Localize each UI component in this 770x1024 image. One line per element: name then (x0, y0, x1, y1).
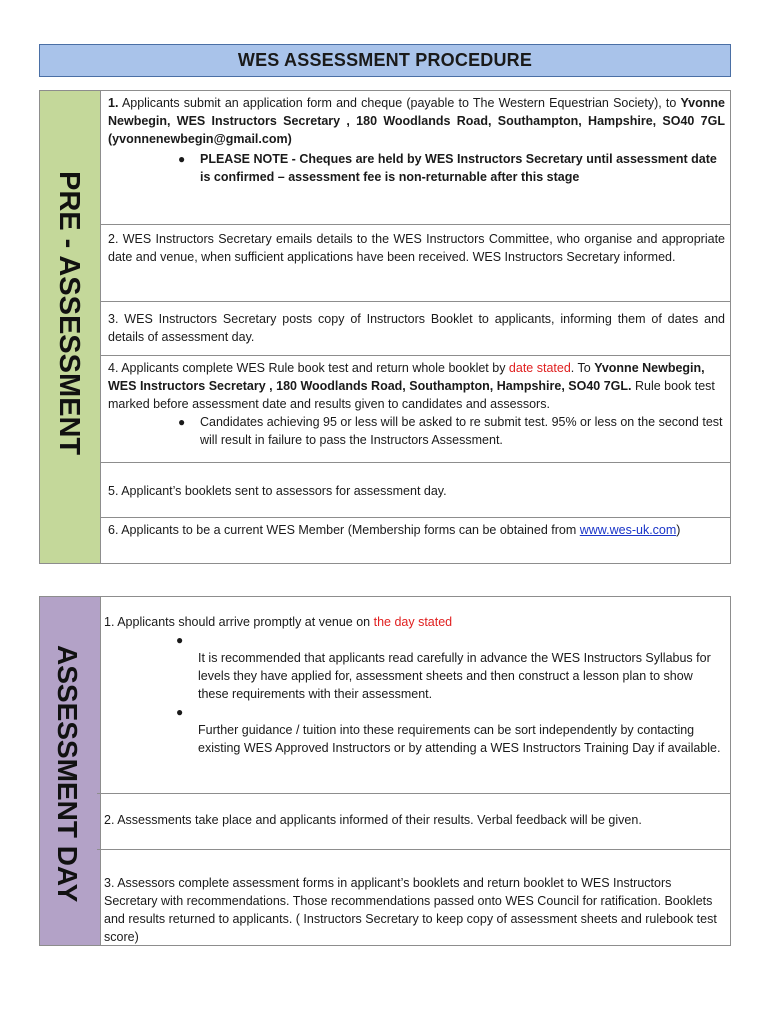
day-step-1-text: 1. Applicants should arrive promptly at venue on (104, 615, 374, 629)
pre-step-4-text: 4. Applicants complete WES Rule book test and return whole booklet by (108, 361, 509, 375)
pre-assessment-side-panel (39, 90, 101, 564)
pre-assessment-side-label: PRE - ASSESSMENT (53, 171, 85, 456)
pre-step-2-text: 2. WES Instructors Secretary emails details to the WES Instructors Committee, who organise and appropriate date and venue, when sufficient applications have been received. WES Instructors Secretary informed. (108, 232, 725, 264)
bullet-icon: ● (176, 633, 184, 647)
pre-step-3-text: 3. WES Instructors Secretary posts copy of Instructors Booklet to applicants, informing them of dates and details of assessment day. (108, 312, 725, 344)
bullet-icon: ● (178, 152, 186, 166)
pre-step-4-note-text: Candidates achieving 95 or less will be asked to re submit test. 95% or less on the second test will result in failure to pass the Instructors Assessment. (200, 415, 723, 447)
pre-step-6-text-b: ) (676, 523, 681, 537)
wes-website-link[interactable]: www.wes-uk.com (579, 523, 677, 537)
pre-step-4 (101, 356, 731, 463)
day-step-2 (97, 794, 731, 850)
pre-step-2 (101, 225, 731, 302)
pre-step-1-note (108, 150, 725, 186)
assessment-day-side-panel (39, 596, 101, 946)
day-step-1-bullet-1-text: It is recommended that applicants read carefully in advance the WES Instructors Syllabus for levels they have applied for, assessment sheets and then construct a lesson plan to show these requirements with their assessment. (198, 651, 711, 701)
bullet-icon: ● (178, 415, 186, 429)
day-step-3 (97, 850, 731, 946)
pre-step-1-note-text: PLEASE NOTE - Cheques are held by WES Instructors Secretary until assessment date is confirmed – assessment fee is non-returnable after this stage (200, 152, 717, 184)
pre-step-4-note (108, 413, 725, 449)
day-step-1-bullet-2 (104, 705, 725, 757)
day-step-2-text: 2. Assessments take place and applicants informed of their results. Verbal feedback will be given. (104, 813, 642, 827)
page-title: WES ASSESSMENT PROCEDURE (39, 44, 731, 77)
assessment-day-side-label-wrap (40, 597, 98, 947)
pre-step-4-date-stated: date stated (508, 361, 571, 375)
assessment-day-side-label: ASSESSMENT DAY (52, 645, 83, 903)
pre-step-1-text: Applicants submit an application form and cheque (payable to The Western Equestrian Society), to (118, 96, 681, 110)
assessment-day-section (39, 596, 731, 946)
day-step-1 (97, 596, 731, 794)
pre-step-5-text: 5. Applicant’s booklets sent to assessors for assessment day. (108, 484, 447, 498)
day-step-1-bullet-1 (104, 633, 725, 703)
pre-step-1 (101, 90, 731, 225)
pre-step-1-address: Yvonne Newbegin, WES Instructors Secretary , 180 Woodlands Road, Southampton, Hampshire, SO40 7GL (yvonnenewbegin@gmail.com) (108, 96, 725, 146)
day-step-3-text: 3. Assessors complete assessment forms in applicant’s booklets and return booklet to WES Instructors Secretary with recommendations. Those recommendations passed onto WES Council for ratification. Booklets and results returned to applicants. ( Instructors Secretary to keep copy of assessment sheets and rulebook test score) (104, 876, 717, 944)
bullet-icon: ● (176, 705, 184, 719)
pre-step-3 (101, 302, 731, 356)
pre-assessment-section (39, 90, 731, 564)
pre-step-6-text: 6. Applicants to be a current WES Member (Membership forms can be obtained from (108, 523, 580, 537)
day-step-1-bullet-2-text: Further guidance / tuition into these requirements can be sort independently by contacting existing WES Approved Instructors or by attending a WES Instructors Training Day if available. (198, 723, 721, 755)
day-step-1-day-stated: the day stated (373, 615, 453, 629)
pre-step-6 (101, 518, 731, 564)
pre-step-4-address: Yvonne Newbegin, WES Instructors Secretary , 180 Woodlands Road, Southampton, Hampshire, SO40 7GL. (108, 361, 705, 393)
pre-assessment-side-label-wrap (40, 91, 102, 565)
pre-step-4-text-b: . To (570, 361, 595, 375)
pre-step-1-number: 1. (108, 96, 119, 110)
pre-step-5 (101, 463, 731, 518)
pre-step-4-text-c: Rule book test marked before assessment date and results given to candidates and assessors. (108, 379, 715, 411)
